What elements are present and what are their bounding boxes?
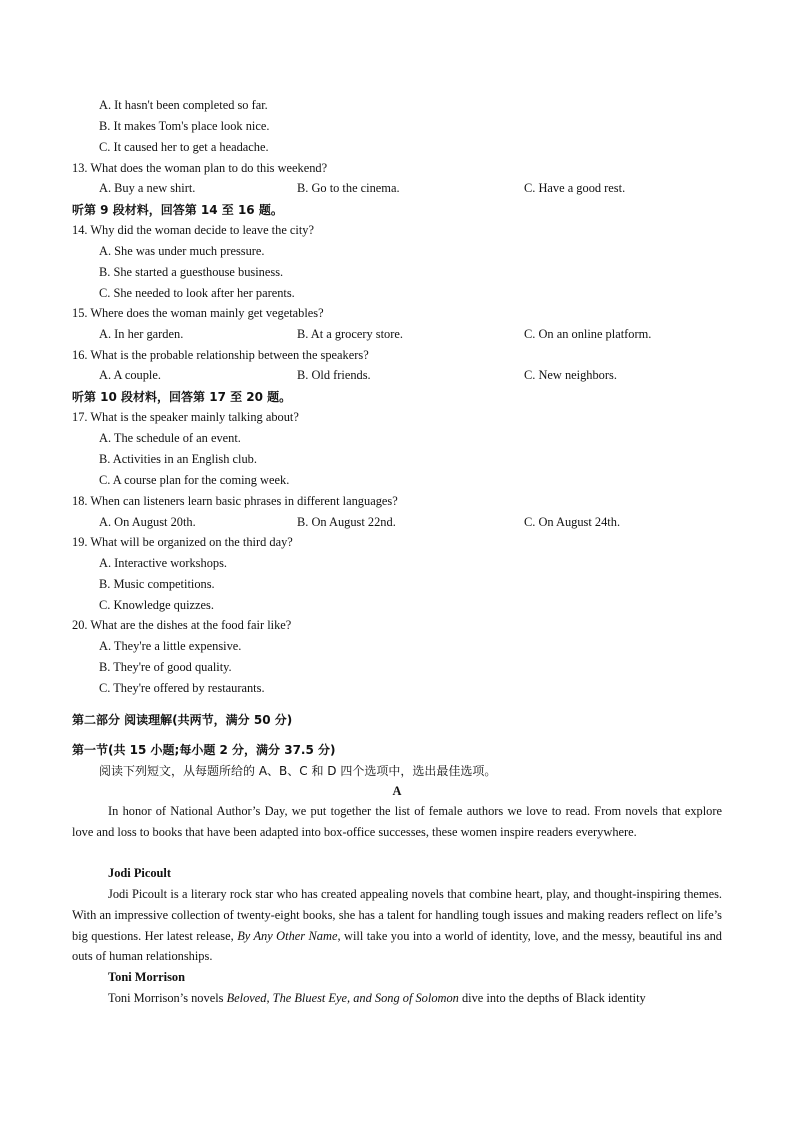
q14-option-a: A. She was under much pressure.	[99, 244, 265, 258]
question-19: 19. What will be organized on the third day?	[72, 535, 293, 549]
q14-option-b: B. She started a guesthouse business.	[99, 265, 284, 279]
option-c: C. It caused her to get a headache.	[99, 140, 269, 154]
q20-option-b: B. They're of good quality.	[99, 660, 232, 674]
book-titles: Beloved, The Bluest Eye, and Song of Solomon	[226, 991, 459, 1005]
option-a: A. It hasn't been completed so far.	[99, 98, 268, 112]
q13-option-c: C. Have a good rest.	[524, 181, 626, 195]
passage-intro	[72, 801, 722, 843]
q16-option-b: B. Old friends.	[297, 368, 371, 382]
q17-option-a: A. The schedule of an event.	[99, 431, 241, 445]
question-13: 13. What does the woman plan to do this weekend?	[72, 161, 328, 175]
q20-option-a: A. They're a little expensive.	[99, 639, 242, 653]
question-14: 14. Why did the woman decide to leave the city?	[72, 223, 314, 237]
passage-intro-text: In honor of National Author’s Day, we put together the list of female authors we love to read. From novels that explore love and loss to books that have been adapted into box-office successes, these women inspire readers everywhere.	[72, 804, 722, 839]
q15-option-c: C. On an online platform.	[524, 327, 652, 341]
q15-option-a: A. In her garden.	[99, 327, 184, 341]
author-2-text: Toni Morrison’s novels	[108, 991, 227, 1005]
q18-option-c: C. On August 24th.	[524, 515, 621, 529]
q19-option-a: A. Interactive workshops.	[99, 556, 228, 570]
q19-option-b: B. Music competitions.	[99, 577, 215, 591]
q18-option-a: A. On August 20th.	[99, 515, 196, 529]
section-10-heading: 听第 10 段材料，回答第 17 至 20 题。	[72, 390, 292, 404]
part-2-title: 第二部分 阅读理解(共两节，满分 50 分)	[72, 713, 293, 727]
author-2-name: Toni Morrison	[108, 970, 185, 984]
author-1-text: Jodi Picoult is a literary rock star who has created appealing novels that combine heart, play, and thought-inspiring themes. With an impressive collection of twenty-eight books, she has a talent for handling tough issues and making readers reflect on life’s big questions. Her latest release,	[72, 887, 722, 943]
q16-option-c: C. New neighbors.	[524, 368, 617, 382]
question-17: 17. What is the speaker mainly talking about?	[72, 410, 299, 424]
q16-option-a: A. A couple.	[99, 368, 161, 382]
q19-option-c: C. Knowledge quizzes.	[99, 598, 214, 612]
question-15: 15. Where does the woman mainly get vegetables?	[72, 306, 324, 320]
section-1-title: 第一节(共 15 小题;每小题 2 分，满分 37.5 分)	[72, 743, 336, 757]
author-1-paragraph	[72, 884, 722, 967]
q17-option-b: B. Activities in an English club.	[99, 452, 257, 466]
author-1-text-end: , will take you into a world of identity, love, and the messy, beautiful ins and outs of human relationships.	[72, 928, 722, 964]
q15-option-b: B. At a grocery store.	[297, 327, 403, 341]
question-16: 16. What is the probable relationship between the speakers?	[72, 348, 369, 362]
q20-option-c: C. They're offered by restaurants.	[99, 681, 265, 695]
question-18: 18. When can listeners learn basic phrases in different languages?	[72, 494, 398, 508]
author-2-text-end: dive into the depths of Black identity	[458, 991, 646, 1005]
question-20: 20. What are the dishes at the food fair like?	[72, 618, 292, 632]
q13-option-a: A. Buy a new shirt.	[99, 181, 196, 195]
q17-option-c: C. A course plan for the coming week.	[99, 473, 290, 487]
passage-label: A	[392, 784, 402, 798]
option-b: B. It makes Tom's place look nice.	[99, 119, 270, 133]
book-title: By Any Other Name	[237, 928, 338, 943]
author-2-paragraph	[108, 990, 646, 1006]
author-1-name: Jodi Picoult	[108, 866, 171, 880]
reading-instructions: 阅读下列短文，从每题所给的 A、B、C 和 D 四个选项中，选出最佳选项。	[99, 764, 497, 778]
q14-option-c: C. She needed to look after her parents.	[99, 286, 295, 300]
q13-option-b: B. Go to the cinema.	[297, 181, 400, 195]
section-9-heading: 听第 9 段材料，回答第 14 至 16 题。	[72, 203, 283, 217]
q18-option-b: B. On August 22nd.	[297, 515, 396, 529]
